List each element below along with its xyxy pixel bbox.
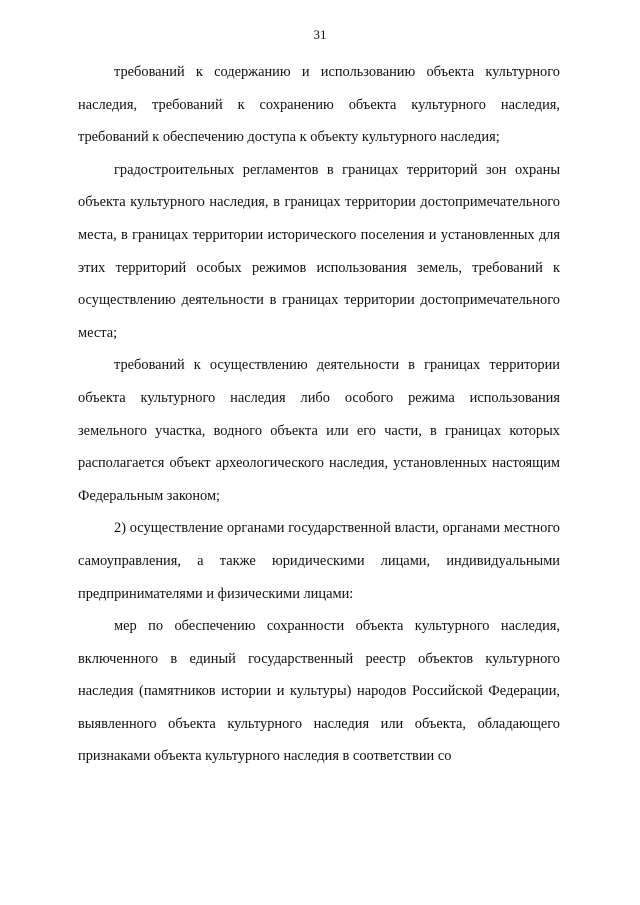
page-number: 31: [313, 27, 327, 42]
paragraph-1: требований к содержанию и использованию объекта культурного наследия, требований к сохранению объекта культурного наследия, требований к обеспечению доступа к объекту культурного наследия;: [78, 64, 560, 146]
paragraph-3: требований к осуществлению деятельности в границах территории объекта культурного наследия либо особого режима использования земельного участка, водного объекта или его части, в границах которых располагается объект археологического наследия, установленных настоящим Федеральным законом;: [78, 357, 560, 504]
paragraph-4: 2) осуществление органами государственной власти, органами местного самоуправления, а также юридическими лицами, индивидуальными предпринимателями и физическими лицами:: [78, 520, 560, 602]
paragraph-2: градостроительных регламентов в границах территорий зон охраны объекта культурного наследия, в границах территории достопримечательного места, в границах территории исторического поселения и установленных для этих территорий особых режимов использования земель, требований к осуществлению деятельности в границах территории достопримечательного места;: [78, 161, 560, 341]
paragraph-5: мер по обеспечению сохранности объекта культурного наследия, включенного в единый государственный реестр объектов культурного наследия (памятников истории и культуры) народов Российской Федерации, выявленного объекта культурного наследия или объекта, обладающего признаками объекта культурного наследия в соответствии со: [78, 618, 560, 765]
document-body: [78, 56, 560, 773]
